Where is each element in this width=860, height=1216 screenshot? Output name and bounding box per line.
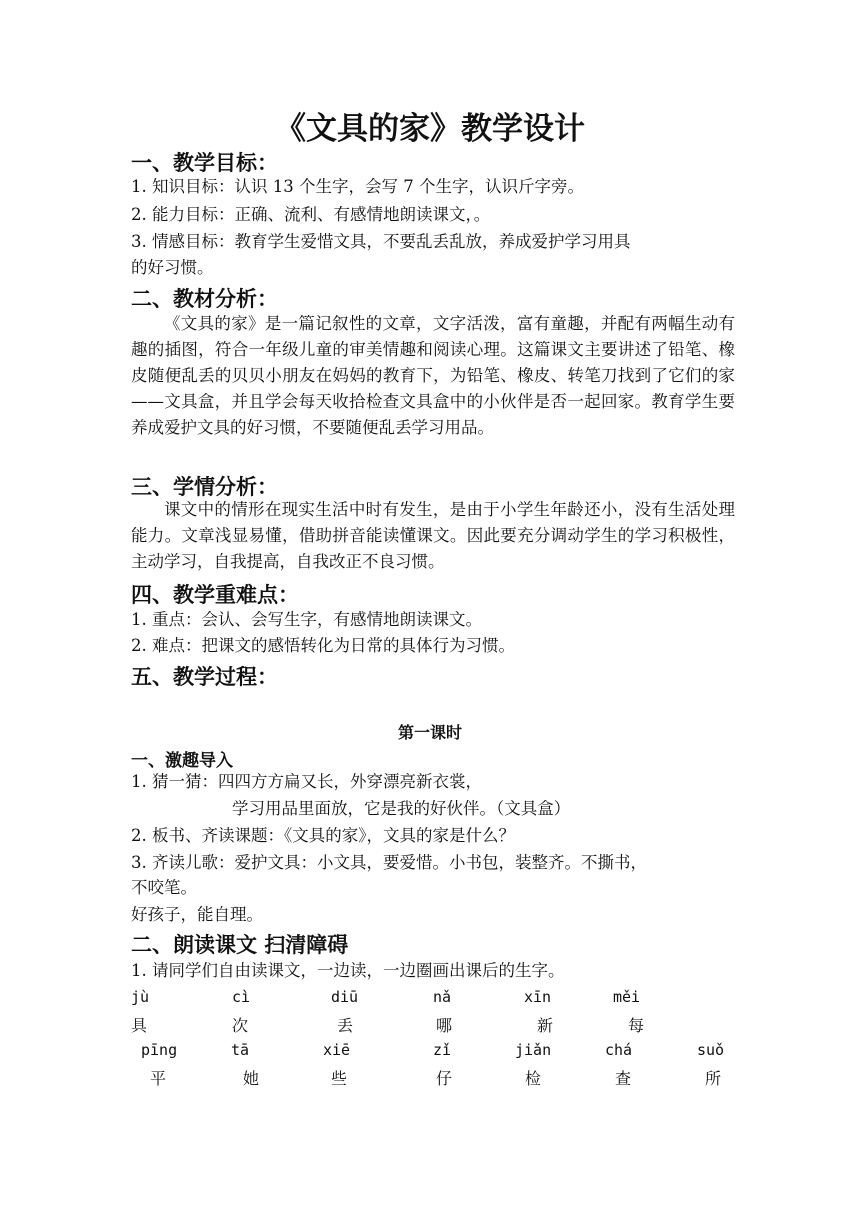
- objective-emotion: 3. 情感目标：教育学生爱惜文具，不要乱丢乱放，养成爱护学习用具: [131, 232, 631, 251]
- pinyin: suǒ: [697, 1041, 725, 1059]
- difficult-point: 2. 难点：把课文的感悟转化为日常的具体行为习惯。: [131, 636, 515, 655]
- pinyin: pīng: [141, 1041, 178, 1059]
- hanzi: 新: [537, 1016, 554, 1035]
- pinyin: jù: [131, 988, 150, 1006]
- objective-emotion-cont: 的好习惯。: [131, 258, 214, 277]
- part-heading-reading: 二、朗读课文 扫清障碍: [131, 933, 349, 957]
- hanzi: 查: [615, 1069, 632, 1088]
- hanzi: 具: [131, 1016, 148, 1035]
- section-heading-objectives: 一、教学目标：: [131, 151, 278, 175]
- learner-analysis-paragraph: 课文中的情形在现实生活中时有发生，是由于小学生年龄还小，没有生活处理能力。文章浅显易懂，借助拼音能读懂课文。因此要充分调动学生的学习积极性，主动学习，自我提高，自我改正不良习惯。: [131, 500, 735, 571]
- objective-knowledge: 1. 知识目标：认识 13 个生字，会写 7 个生字，认识斤字旁。: [131, 177, 584, 196]
- pinyin: nǎ: [433, 988, 452, 1006]
- hanzi: 每: [628, 1016, 645, 1035]
- pinyin: diū: [331, 988, 359, 1006]
- hanzi: 平: [150, 1069, 167, 1088]
- pinyin: jiǎn: [515, 1041, 552, 1059]
- riddle-line-1: 1. 猜一猜：四四方方扁又长，外穿漂亮新衣裳，: [131, 772, 482, 791]
- rhyme-line-3: 好孩子，能自理。: [131, 905, 263, 924]
- pinyin: xiē: [323, 1041, 351, 1059]
- hanzi: 所: [705, 1069, 722, 1088]
- riddle-line-2: 学习用品里面放，它是我的好伙伴。（文具盒）: [232, 799, 571, 818]
- hanzi: 她: [243, 1069, 260, 1088]
- key-point: 1. 重点：会认、会写生字，有感情地朗读课文。: [131, 610, 482, 629]
- rhyme-line-1: 3. 齐读儿歌：爱护文具：小文具，要爱惜。小书包，装整齐。不撕书，: [131, 853, 647, 872]
- pinyin: cì: [232, 988, 251, 1006]
- pinyin: měi: [613, 988, 641, 1006]
- pinyin: tā: [231, 1041, 250, 1059]
- hanzi: 仔: [436, 1069, 453, 1088]
- reading-instruction: 1. 请同学们自由读课文，一边读，一边圈画出课后的生字。: [131, 961, 565, 980]
- hanzi: 哪: [436, 1016, 453, 1035]
- material-analysis-paragraph: 《文具的家》是一篇记叙性的文章，文字活泼，富有童趣，并配有两幅生动有趣的插图，符合一年级儿童的审美情趣和阅读心理。这篇课文主要讲述了铅笔、橡皮随便乱丢的贝贝小朋友在妈妈的教育下，为铅笔、橡皮、转笔刀找到了它们的家——文具盒，并且学会每天收拾检查文具盒中的小伙伴是否一起回家。教育学生要养成爱护文具的好习惯，不要随便乱丢学习用品。: [131, 314, 735, 437]
- rhyme-line-2: 不咬笔。: [131, 878, 197, 897]
- part-heading-intro: 一、激趣导入: [131, 751, 233, 771]
- lesson-title: 第一课时: [397, 723, 462, 742]
- section-heading-learners: 三、学情分析：: [131, 475, 278, 499]
- pinyin: zǐ: [433, 1041, 452, 1059]
- document-title: 《文具的家》教学设计: [275, 111, 585, 147]
- pinyin: chá: [605, 1041, 633, 1059]
- hanzi: 次: [232, 1016, 249, 1035]
- hanzi: 检: [525, 1069, 542, 1088]
- objective-ability: 2. 能力目标：正确、流利、有感情地朗读课文，。: [131, 205, 491, 224]
- hanzi: 些: [331, 1069, 348, 1088]
- board-writing-line: 2. 板书、齐读课题：《文具的家》，文具的家是什么？: [131, 826, 515, 845]
- hanzi: 丢: [337, 1016, 354, 1035]
- section-heading-material: 二、教材分析：: [131, 287, 278, 311]
- section-heading-process: 五、教学过程：: [131, 665, 278, 689]
- section-heading-key-points: 四、教学重难点：: [131, 583, 299, 607]
- pinyin: xīn: [524, 988, 552, 1006]
